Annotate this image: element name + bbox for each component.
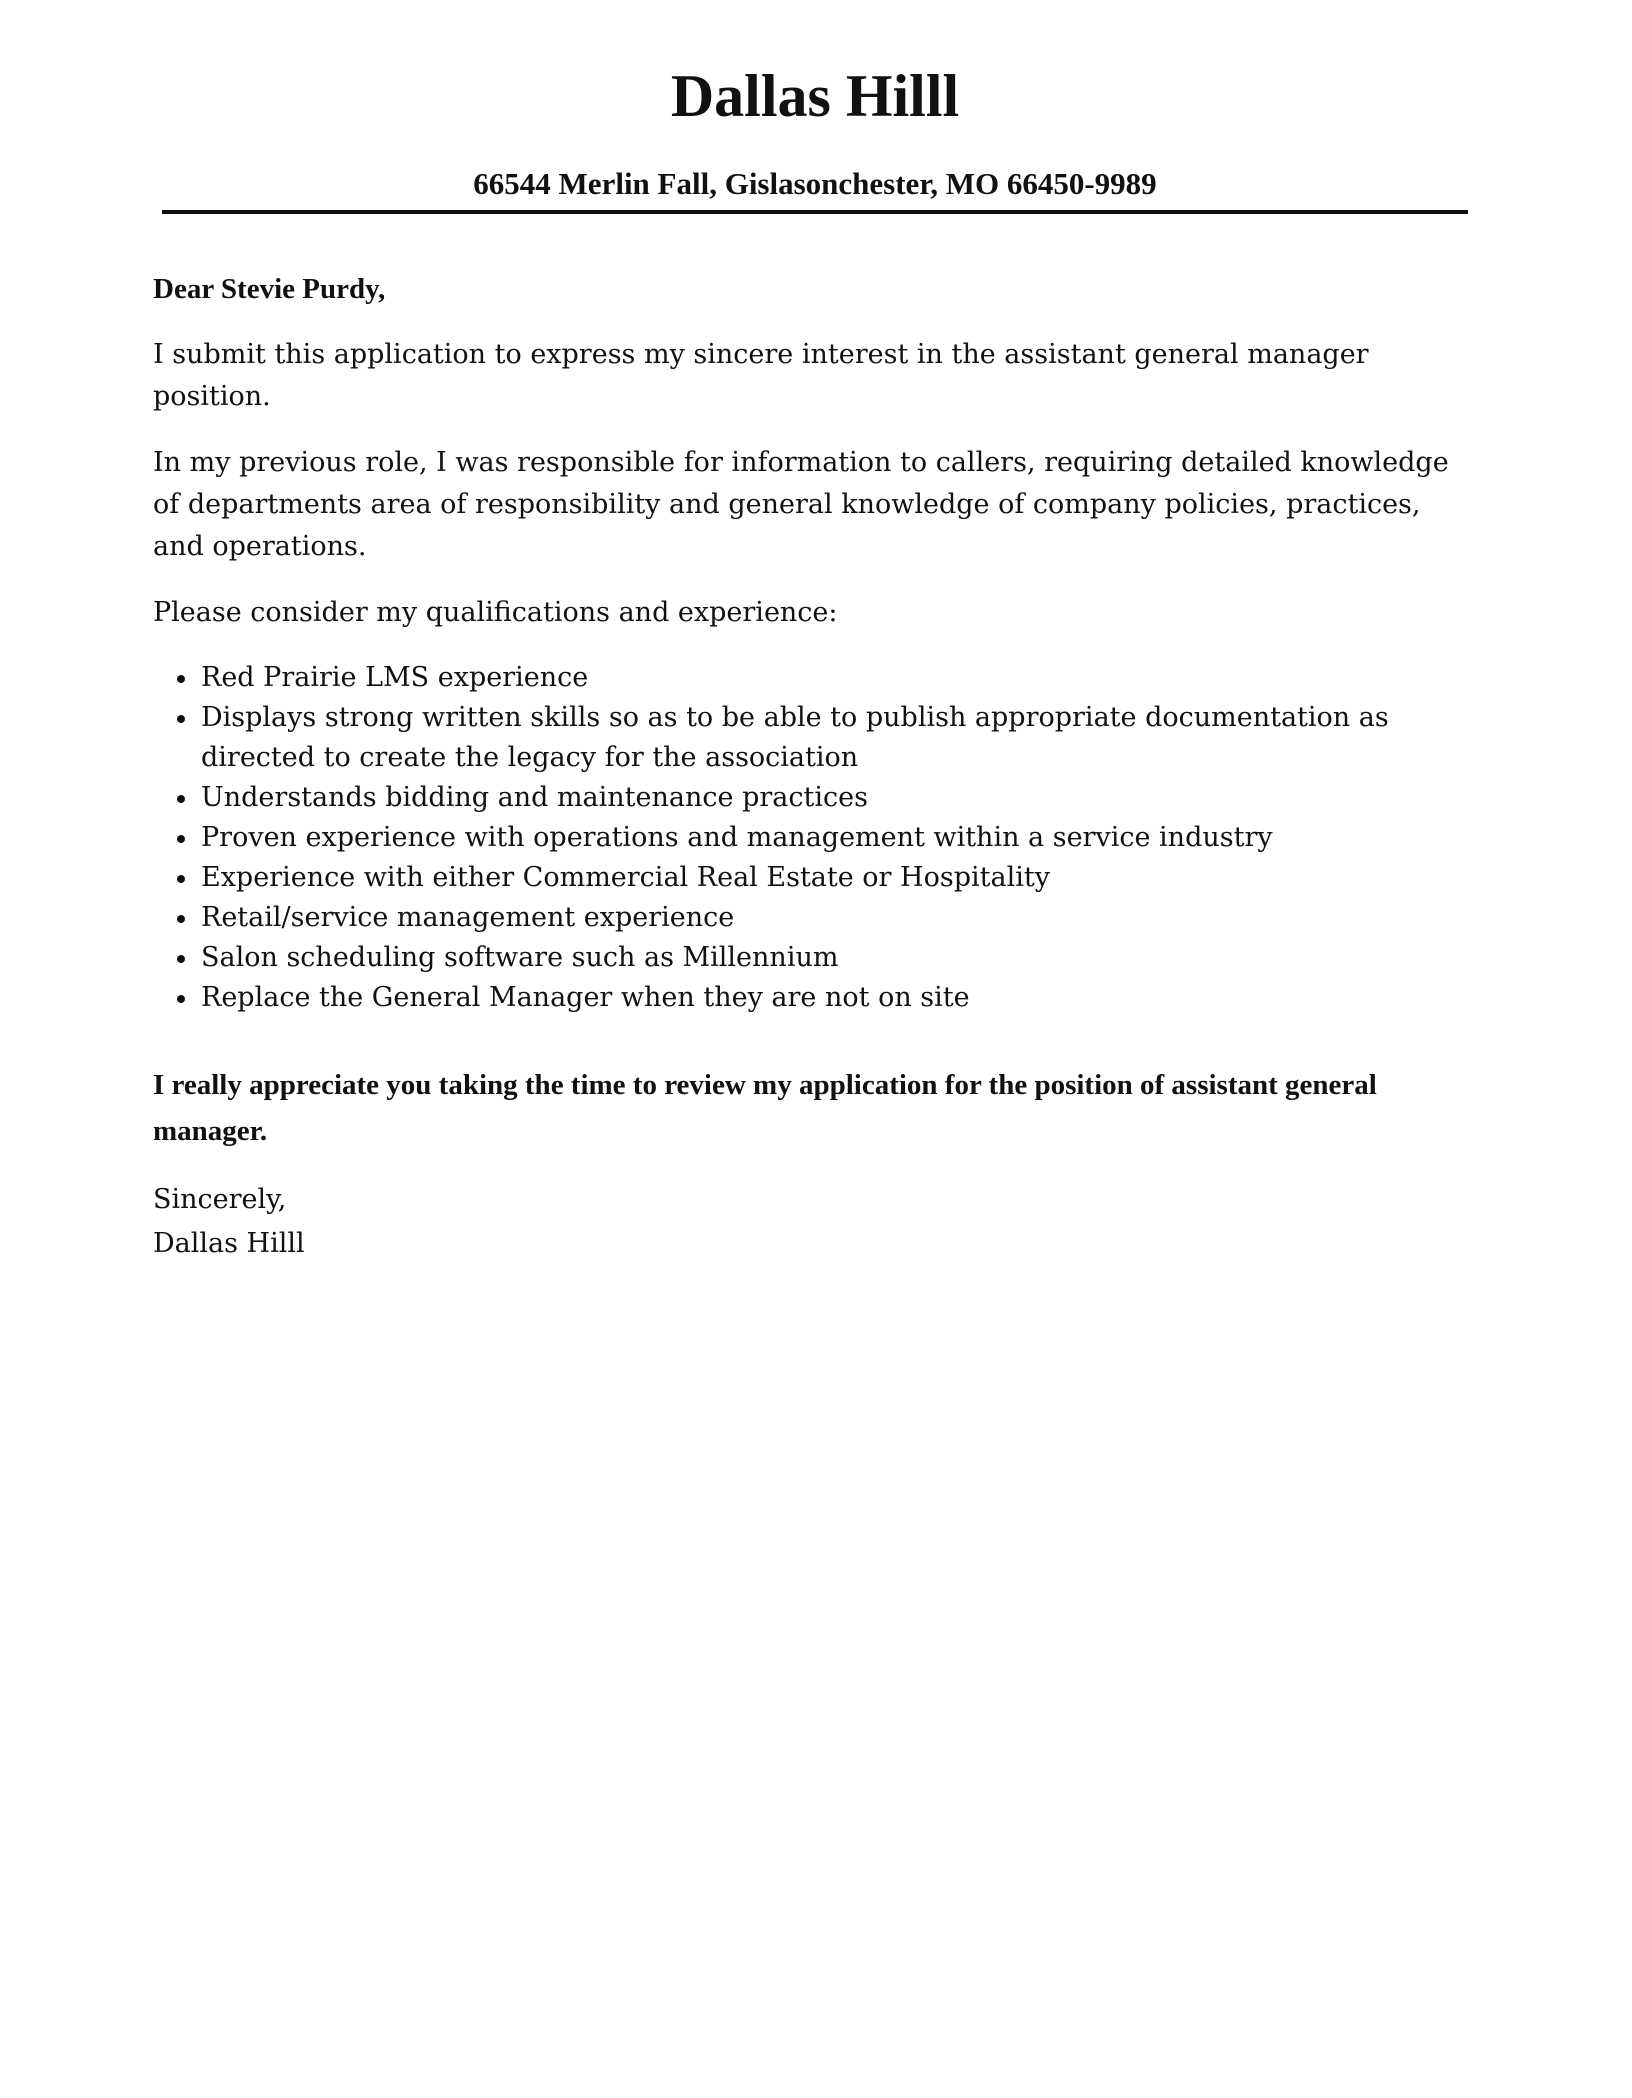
qualifications-list	[153, 658, 1453, 1018]
list-item: Red Prairie LMS experience	[153, 658, 1453, 698]
bullet-icon	[177, 955, 185, 963]
bullet-icon	[177, 875, 185, 883]
bullet-icon	[177, 795, 185, 803]
header-divider	[162, 210, 1468, 214]
list-item: Replace the General Manager when they are not on site	[153, 978, 1453, 1018]
letter-header	[162, 60, 1468, 201]
list-item: Displays strong written skills so as to be able to publish appropriate documentation as directed to create the legacy for the association	[153, 698, 1453, 778]
list-item: Retail/service management experience	[153, 898, 1453, 938]
sender-name: Dallas Hilll	[670, 63, 960, 129]
bullet-icon	[177, 715, 185, 723]
letter-body	[153, 268, 1453, 1266]
signoff: Sincerely,	[153, 1184, 287, 1215]
bullet-icon	[177, 915, 185, 923]
closing-paragraph: I really appreciate you taking the time to review my application for the position of assistant general manager.	[153, 1069, 1377, 1147]
list-item: Experience with either Commercial Real Estate or Hospitality	[153, 858, 1453, 898]
bullet-icon	[177, 995, 185, 1003]
qualifications-lead: Please consider my qualifications and experience:	[153, 597, 838, 628]
signature-name: Dallas Hilll	[153, 1228, 305, 1259]
salutation: Dear Stevie Purdy,	[153, 273, 386, 305]
bullet-icon	[177, 675, 185, 683]
list-item: Proven experience with operations and management within a service industry	[153, 818, 1453, 858]
list-item: Understands bidding and maintenance practices	[153, 778, 1453, 818]
sender-address: 66544 Merlin Fall, Gislasonchester, MO 66450-9989	[473, 166, 1157, 201]
list-item: Salon scheduling software such as Millennium	[153, 938, 1453, 978]
previous-role-paragraph: In my previous role, I was responsible for information to callers, requiring detailed knowledge of departments area of responsibility and general knowledge of company policies, practices, and operations.	[153, 447, 1449, 562]
intro-paragraph: I submit this application to express my sincere interest in the assistant general manager position.	[153, 339, 1369, 412]
bullet-icon	[177, 835, 185, 843]
